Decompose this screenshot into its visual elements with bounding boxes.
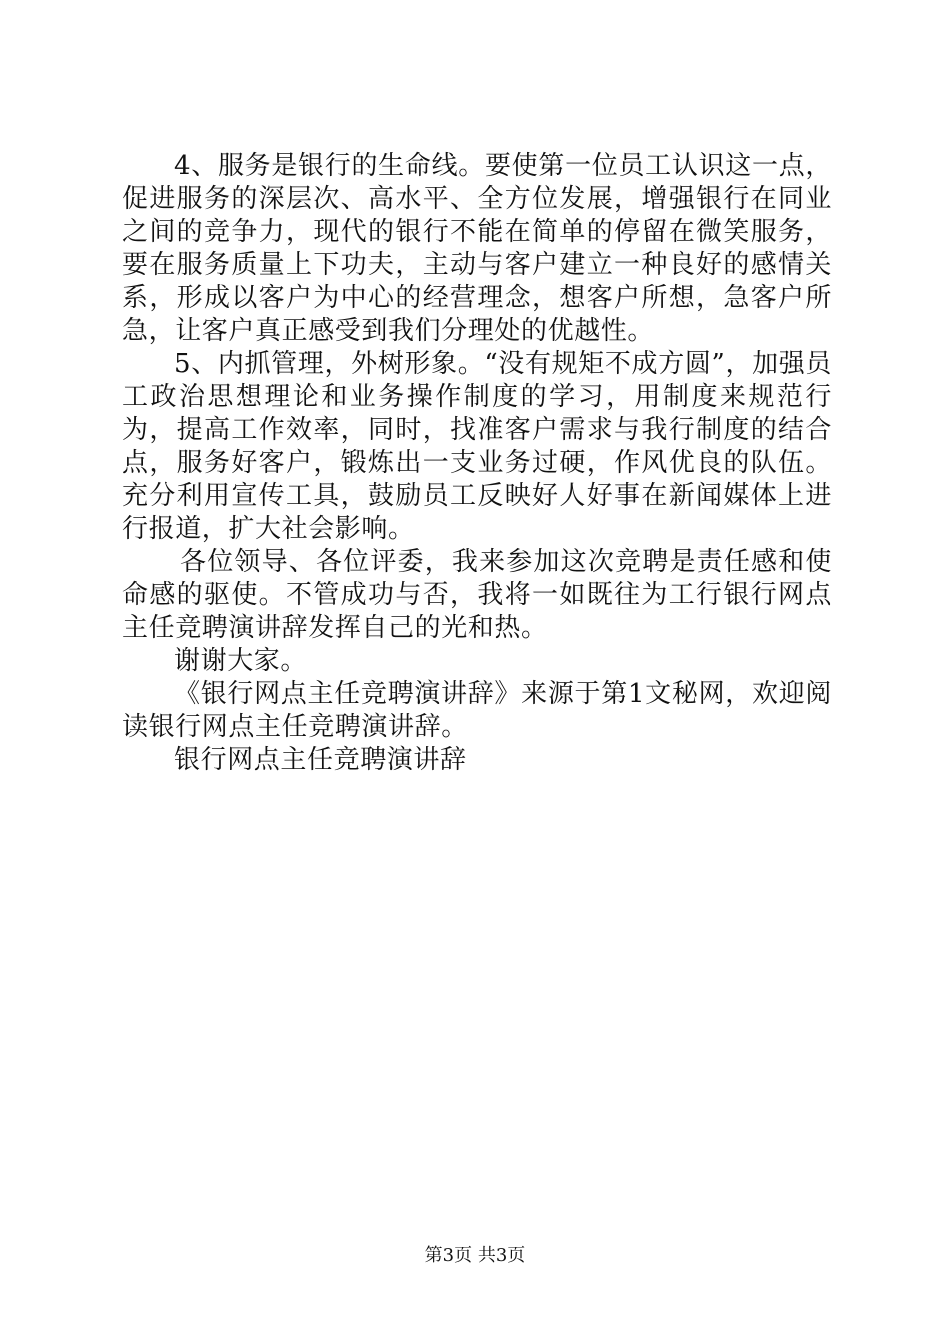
paragraph-closing: 各位领导、各位评委，我来参加这次竞聘是责任感和使命感的驱使。不管成功与否，我将一如既往为工行银行网点主任竞聘演讲辞发挥自己的光和热。 (122, 547, 832, 643)
paragraph-thanks: 谢谢大家。 (174, 646, 308, 676)
page-footer: 第3页 共3页 (424, 1245, 526, 1266)
paragraph-service: 4、服务是银行的生命线。要使第一位员工认识这一点，促进服务的深层次、高水平、全方位发展，增强银行在同业之间的竞争力，现代的银行不能在简单的停留在微笑服务，要在服务质量上下功夫，主动与客户建立一种良好的感情关系，形成以客户为中心的经营理念，想客户所想，急客户所急，让客户真正感受到我们分理处的优越性。 (122, 151, 832, 346)
paragraph-source: 《银行网点主任竞聘演讲辞》来源于第1文秘网，欢迎阅读银行网点主任竞聘演讲辞。 (122, 679, 832, 742)
paragraph-title-repeat: 银行网点主任竞聘演讲辞 (174, 745, 467, 775)
document-body (122, 150, 832, 777)
paragraph-management: 5、内抓管理，外树形象。“没有规矩不成方圆”，加强员工政治思想理论和业务操作制度的学习，用制度来规范行为，提高工作效率，同时，找准客户需求与我行制度的结合点，服务好客户，锻炼出一支业务过硬，作风优良的队伍。充分利用宣传工具，鼓励员工反映好人好事在新闻媒体上进行报道，扩大社会影响。 (122, 349, 832, 544)
